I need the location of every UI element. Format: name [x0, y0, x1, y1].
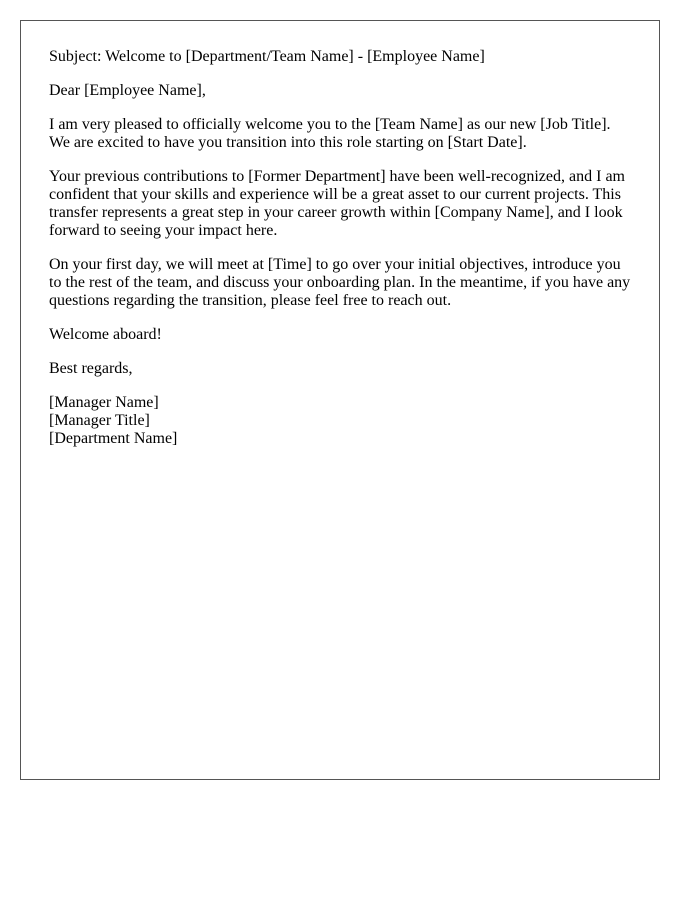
letter-greeting: Dear [Employee Name], [49, 82, 206, 99]
signature-department: [Department Name] [49, 430, 178, 447]
letter-subject: Subject: Welcome to [Department/Team Name] - [Employee Name] [49, 48, 485, 65]
letter-paragraph-1: I am very pleased to officially welcome you to the [Team Name] as our new [Job Title]. We are excited to have you transition into this role starting on [Start Date]. [49, 116, 611, 151]
letter-paragraph-3: On your first day, we will meet at [Time] to go over your initial objectives, introduce you to the rest of the team, and discuss your onboarding plan. In the meantime, if you have any questions regarding the transition, please feel free to reach out. [49, 256, 631, 309]
signature-block [49, 394, 631, 448]
letter-document [20, 20, 660, 780]
signature-title: [Manager Title] [49, 412, 150, 429]
letter-paragraph-2: Your previous contributions to [Former Department] have been well-recognized, and I am confident that your skills and experience will be a great asset to our current projects. This transfer represents a great step in your career growth within [Company Name], and I look forward to seeing your impact here. [49, 168, 625, 239]
letter-welcome: Welcome aboard! [49, 326, 162, 343]
signature-name: [Manager Name] [49, 394, 159, 411]
letter-closing: Best regards, [49, 360, 133, 377]
